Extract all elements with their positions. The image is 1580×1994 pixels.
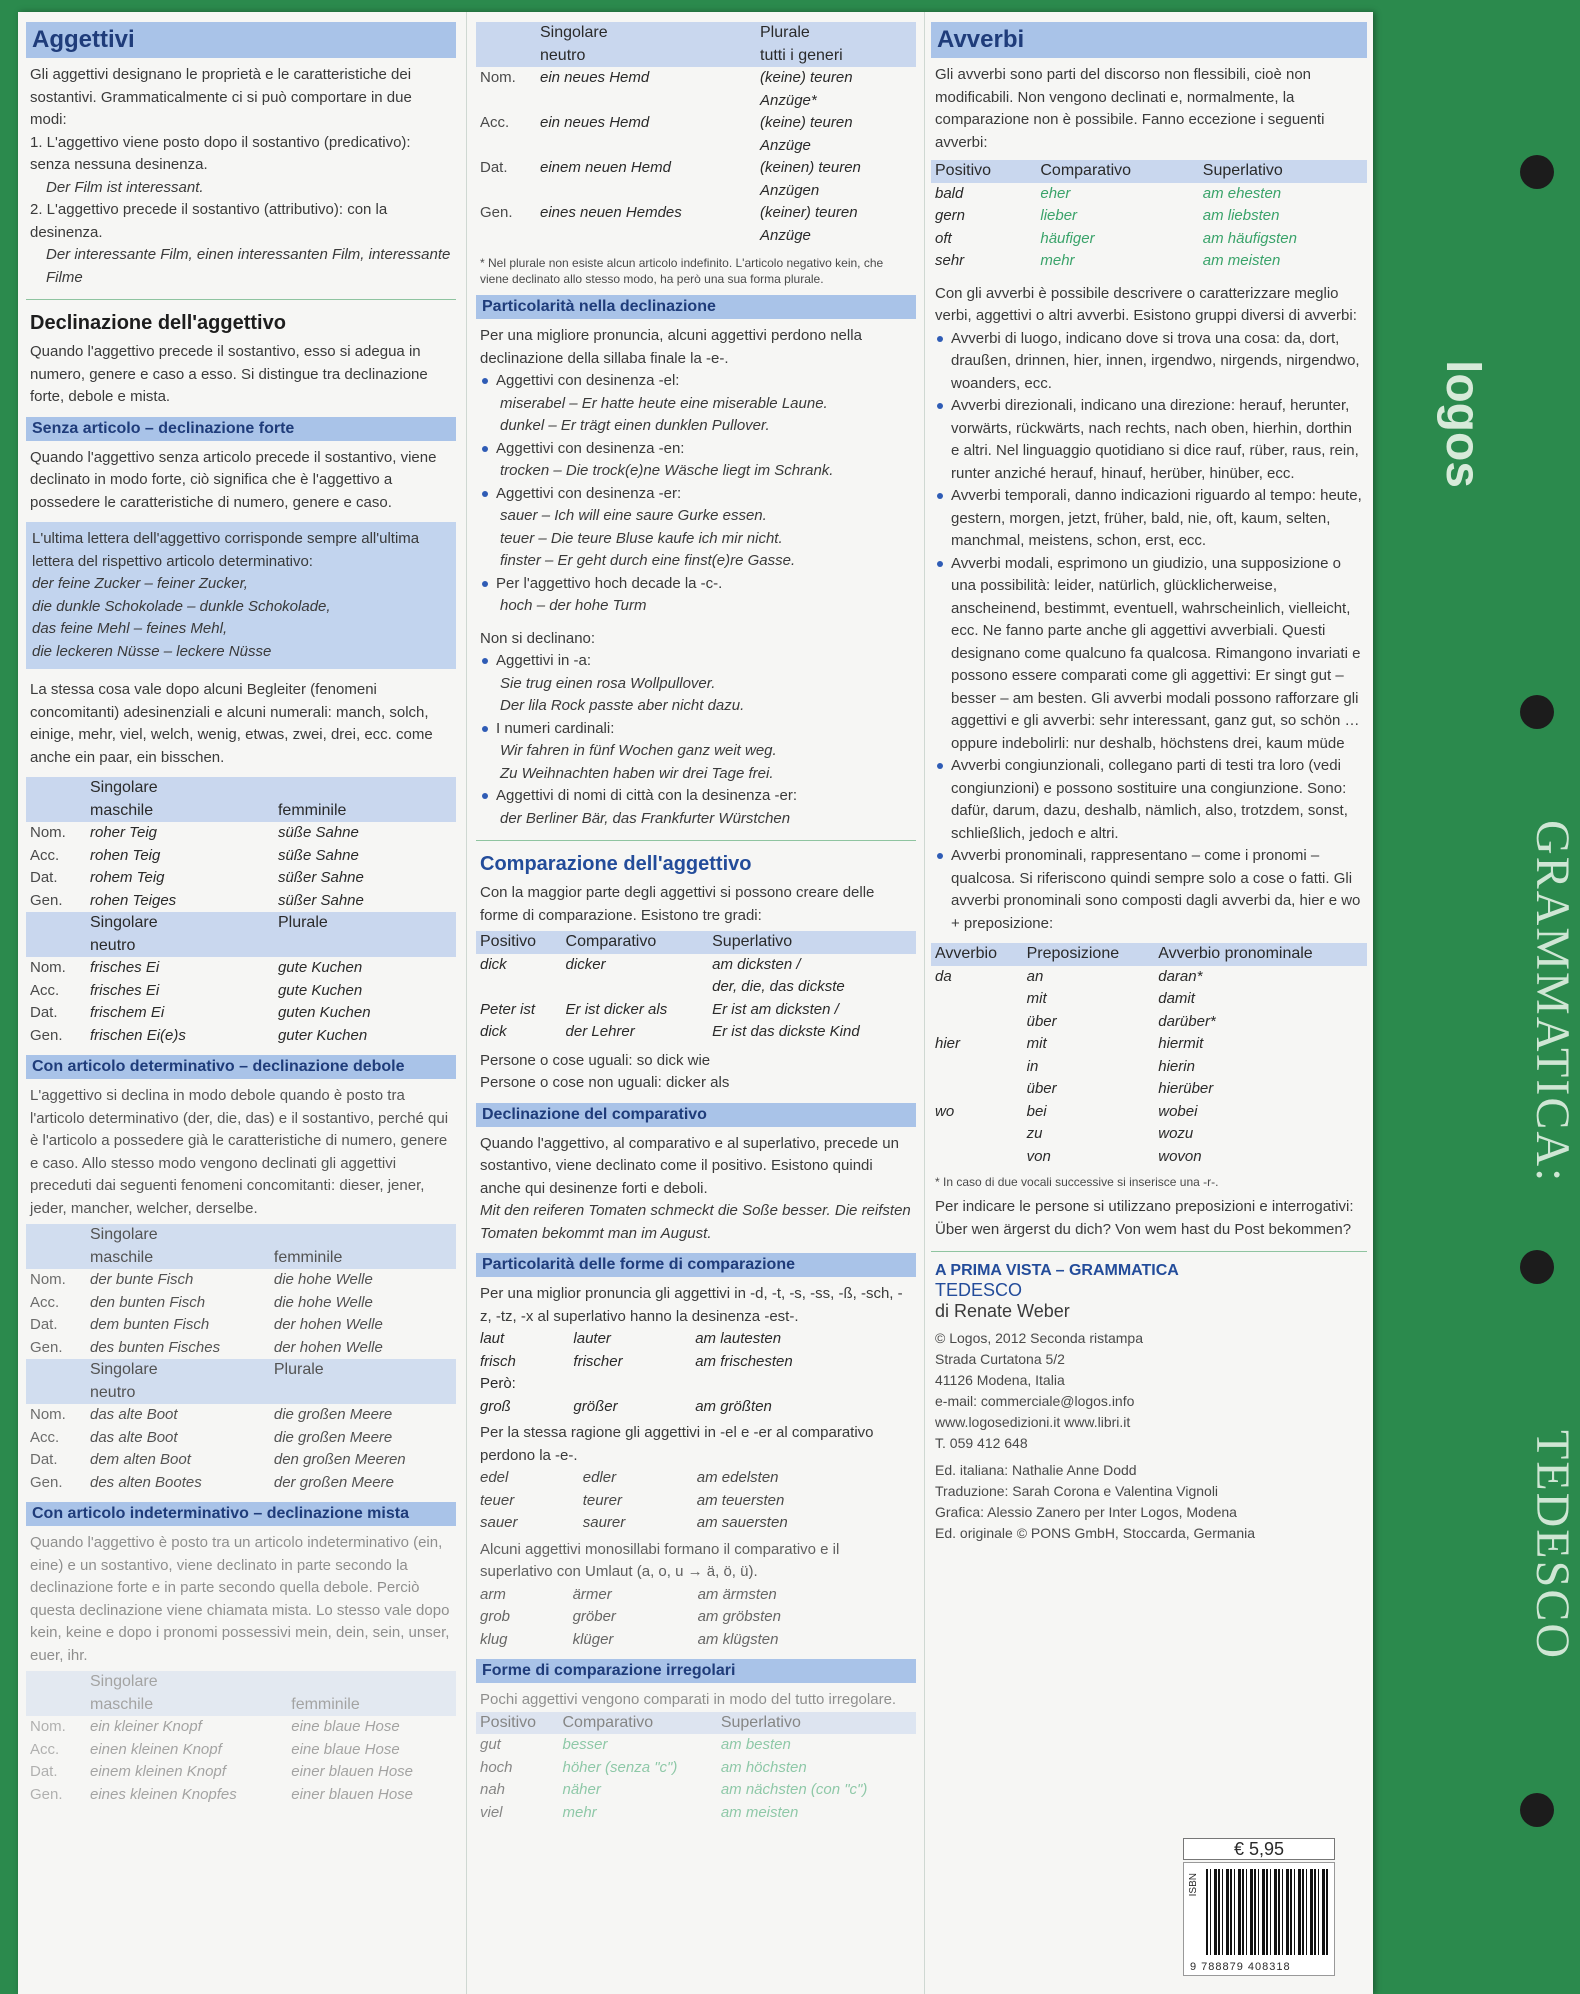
divider [931, 1251, 1367, 1252]
table-row: Nom. frisches Ei gute Kuchen [30, 959, 363, 976]
list-item: Aggettivi con desinenza -el: [480, 370, 912, 393]
example: Wir fahren in fünf Wochen ganz weit weg. [500, 742, 777, 759]
declinazione-comparativo-text: Quando l'aggettivo, al comparativo e al superlativo, precede un sostantivo, viene declinato come il positivo. Esistono quindi anche qui desinenze forti e deboli. [480, 1134, 899, 1197]
divider [476, 840, 916, 841]
table-row: über darüber* [1026, 1012, 1216, 1030]
declinazione-comparativo-example: Mit den reiferen Tomaten schmeckt die Soße besser. Die reifsten Tomaten bekommt man im August. [480, 1202, 911, 1242]
list-item-congiunzionali: Avverbi congiunzionali, collegano parti di testi tra loro (vedi congiunzioni) e possono sostituire una congiunzione. Sono: dafür, darum, dazu, deshalb, nämlich, also, trotzdem, sonst, schließlich, jedoch e altri. [935, 755, 1363, 845]
heading-particolarita-declinazione: Particolarità nella declinazione [476, 295, 916, 319]
irregolari-text: Pochi aggettivi vengono comparati in modo del tutto irregolare. [480, 1691, 897, 1708]
example: sauer – Ich will eine saure Gurke essen. [500, 507, 767, 524]
table-row: Acc. ein neues Hemd (keine) teuren [480, 114, 853, 131]
list-item: Per l'aggettivo hoch decade la -c-. [480, 573, 912, 596]
footnote: * In caso di due vocali successive si inserisce una -r-. [935, 1175, 1219, 1189]
binder-hole [1520, 155, 1554, 189]
table-row: Dat. frischem Ei guten Kuchen [30, 1004, 371, 1021]
list-item-direzionali: Avverbi direzionali, indicano una direzione: herauf, herunter, vorwärts, rückwärts, nach rechts, nach oben, hierhin, dorthin e altri. Nel linguaggio quotidiano si dice rauf, rüber, raus, rein, runter anziché herauf, hinauf, herüber, hinüber, ecc. [935, 395, 1363, 485]
binder-hole [1520, 1793, 1554, 1827]
table-row: frisch frischer am frischesten [480, 1352, 793, 1370]
table-row: oft häufiger am häufigsten [935, 229, 1297, 247]
comparazione-text: Con la maggior parte degli aggettivi si possono creare delle forme di comparazione. Esistono tre gradi: [480, 884, 875, 924]
umlaut-text: Alcuni aggettivi monosillabi formano il comparativo e il superlativo con Umlaut (a, o, u → ä, ö, ü). [480, 1540, 840, 1580]
uguali-text: Persone o cose uguali: so dick wie [480, 1051, 711, 1069]
table-row: sehr mehr am meisten [935, 252, 1281, 269]
table-row: der, die, das dickste [712, 978, 845, 995]
table-row: Nom. ein kleiner Knopf eine blaue Hose [30, 1718, 400, 1735]
barcode-bars [1206, 1869, 1330, 1955]
series-title: A PRIMA VISTA – GRAMMATICA [935, 1262, 1179, 1279]
table-row: gut besser am besten [480, 1736, 791, 1753]
table-row: über hierüber [1026, 1080, 1214, 1097]
list-item: Aggettivi con desinenza -en: [480, 438, 912, 461]
table-row: Acc. das alte Boot die großen Meere [30, 1428, 393, 1446]
non-si-declinano: Non si declinano: [480, 629, 596, 647]
heading-declinazione-comparativo: Declinazione del comparativo [476, 1103, 916, 1127]
price-tag: € 5,95 [1183, 1838, 1335, 1860]
table-header: femminile [274, 800, 456, 823]
table-row: edel edler am edelsten [480, 1469, 779, 1486]
table-row: Anzügen [760, 181, 820, 199]
example: Sie trug einen rosa Wollpullover. [500, 674, 716, 692]
language-title: TEDESCO [935, 1280, 1023, 1300]
table-row: Gen. rohen Teiges süßer Sahne [30, 891, 364, 909]
heading-particolarita-forme: Particolarità delle forme di comparazione [476, 1253, 916, 1277]
table-row: Peter ist Er ist dicker als Er ist am dicksten / [480, 1000, 839, 1018]
table-row: arm ärmer am ärmsten [480, 1585, 777, 1603]
table-header: Plurale [274, 912, 456, 935]
table-row: laut lauter am lautesten [480, 1330, 782, 1347]
non-declinabili-list [476, 650, 916, 830]
example: teuer – Die teure Bluse kaufe ich mir nicht. [500, 529, 783, 547]
example: Zu Weihnachten haben wir drei Tage frei. [500, 764, 774, 782]
rule-2-example: Der interessante Film, einen interessanten Film, interessante Filme [46, 246, 451, 286]
publisher-line: © Logos, 2012 Seconda ristampa [935, 1330, 1144, 1346]
declinazione-forte-text: Quando l'aggettivo senza articolo precede il sostantivo, viene declinato in modo forte, ciò significa che è l'aggettivo a possedere le caratteristiche di numero, genere e caso. [30, 448, 437, 511]
table-row: Nom. roher Teig süße Sahne [30, 824, 359, 841]
non-uguali-text: Persone o cose non uguali: dicker als [480, 1074, 730, 1091]
el-er-text: Per la stessa ragione gli aggettivi in -el e -er al comparativo perdono la -e-. [480, 1424, 874, 1464]
persone-text: Per indicare le persone si utilizzano preposizioni e interrogativi: Über wen ärgerst du dich? Von wem hast du Post bekommen? [935, 1198, 1354, 1238]
table-avverbi-pronominali: Avverbio Preposizione Avverbio pronominale da an daran* mit damit über darüber* hier mit hiermit in hierin über hierüber wo bei wobei zu wozu von wovon [931, 943, 1367, 1168]
particolarita-text: Per una migliore pronuncia, alcuni aggettivi perdono nella declinazione della sillaba finale la -e-. [480, 327, 862, 367]
table-row: gern lieber am liebsten [935, 207, 1280, 224]
table-row: wo bei wobei [935, 1102, 1198, 1120]
column-avverbi [931, 22, 1367, 1994]
barcode [1183, 1862, 1335, 1976]
section-title-avverbi: Avverbi [931, 22, 1367, 58]
table-row: da an daran* [935, 967, 1203, 985]
example: finster – Er geht durch eine finst(e)re Gasse. [500, 552, 796, 569]
table-row: viel mehr am meisten [480, 1803, 799, 1821]
rule-1-example: Der Film ist interessant. [46, 178, 204, 196]
table-row: groß größer am größten [480, 1397, 772, 1415]
heading-declinazione-debole: Con articolo determinativo – declinazione debole [26, 1055, 456, 1079]
author: di Renate Weber [935, 1301, 1070, 1321]
intro-text: Gli aggettivi designano le proprietà e le caratteristiche dei sostantivi. Grammaticalmente ci si può comportare in due modi: [30, 66, 412, 128]
table-row: mit damit [1026, 990, 1195, 1007]
rule-1: 1. L'aggettivo viene posto dopo il sostantivo (predicativo): senza nessuna desinenza. [30, 133, 411, 173]
column-aggettivi [26, 22, 456, 1994]
spine-title-tedesco: TEDESCO [1526, 1430, 1579, 1660]
table-row: bald eher am ehesten [935, 184, 1282, 202]
declinazione-debole-text: L'aggettivo si declina in modo debole quando è posto tra l'articolo determinativo (der, die, das) e il sostantivo, perché qui è l'articolo a possedere già le caratteristiche di numero, genere e caso. Allo stesso modo vengono declinati gli aggettivi preceduti dai seguenti fenomeni concomitanti: dieser, jener, jeder, mancher, welcher, derselbe. [30, 1087, 449, 1217]
heading-forme-irregolari: Forme di comparazione irregolari [476, 1659, 916, 1683]
list-item-pronominali: Avverbi pronominali, rappresentano – come i pronomi – qualcosa. Si riferiscono quindi sempre solo a cose o fatti. Gli avverbi pronominali sono composti dagli avverbi da, hier e wo + preposizione: [935, 845, 1363, 935]
table-row: Acc. frisches Ei gute Kuchen [30, 981, 363, 999]
table-debole: Singolare maschile femminile Nom. der bunte Fisch die hohe Welle Acc. den bunten Fisch die hohe Welle Dat. dem bunten Fisch der hohen Welle Gen. des bunten Fisches der hohen Welle Singolare Plurale neutro Nom. das alte Boot die großen Meere Acc. das alte Boot die großen Meere Dat. dem alten Boot den großen Meeren Gen. des alten Bootes der großen Meere [26, 1224, 456, 1494]
table-row: Dat. dem alten Boot den großen Meeren [30, 1451, 406, 1468]
colophon [931, 1262, 1367, 1544]
info-box-example: der feine Zucker – feiner Zucker, [32, 575, 248, 592]
table-row: Dat. rohem Teig süßer Sahne [30, 869, 364, 886]
list-item: Aggettivi in -a: [480, 650, 912, 673]
info-box [26, 522, 456, 669]
heading-declinazione-forte: Senza articolo – declinazione forte [26, 417, 456, 441]
table-row: Dat. einem neuen Hemd (keinen) teuren [480, 159, 861, 176]
table-header: neutro [86, 935, 274, 958]
table-row: Dat. einem kleinen Knopf einer blauen Hose [30, 1763, 414, 1780]
table-umlaut [476, 1584, 916, 1652]
publisher-phone: T. 059 412 648 [935, 1435, 1028, 1451]
table-row: Gen. des alten Bootes der großen Meere [30, 1473, 394, 1491]
table-row: grob gröber am gröbsten [480, 1608, 781, 1625]
table-row: hoch höher (senza "c") am höchsten [480, 1758, 807, 1776]
table-superlativo-est [476, 1328, 916, 1418]
list-item: Aggettivi con desinenza -er: [480, 483, 912, 506]
table-row: Acc. rohen Teig süße Sahne [30, 846, 359, 864]
publisher-line: 41126 Modena, Italia [935, 1372, 1065, 1388]
example: trocken – Die trock(e)ne Wäsche liegt im Schrank. [500, 462, 834, 479]
table-row: Nom. der bunte Fisch die hohe Welle [30, 1271, 373, 1288]
logos-logo: logos [1436, 360, 1489, 488]
table-row: teuer teurer am teuersten [480, 1491, 785, 1509]
table-comparazione: Positivo Comparativo Superlativo dick dicker am dicksten / der, die, das dickste Peter ist Er ist dicker als Er ist am dicksten / dick der Lehrer Er ist das dickste Kind [476, 931, 916, 1044]
credit-line: Traduzione: Sarah Corona e Valentina Vignoli [935, 1483, 1219, 1499]
table-row: zu wozu [1026, 1125, 1194, 1142]
info-box-example: die leckeren Nüsse – leckere Nüsse [32, 642, 272, 660]
footnote: * Nel plurale non esiste alcun articolo indefinito. L'articolo negativo kein, che viene declinato allo stesso modo, ha però una sua forma plurale. [480, 256, 884, 286]
heading-comparazione: Comparazione dell'aggettivo [480, 853, 752, 875]
list-item: I numeri cardinali: [480, 718, 912, 741]
particolarita-list [476, 370, 916, 618]
declinazione-mista-text: Quando l'aggettivo è posto tra un articolo indeterminativo (ein, eine) e un sostantivo, viene declinato in parte secondo la declinazione forte e in parte secondo quella debole. Perciò questa declinazione viene chiamata mista. Lo stesso vale dopo kein, keine e dopo i pronomi possessivi mein, dein, sein, unser, euer, ihr. [30, 1534, 450, 1664]
table-header: Singolare [86, 777, 274, 800]
table-row: Anzüge* [760, 91, 817, 109]
divider [26, 299, 456, 300]
table-row: dick dicker am dicksten / [480, 955, 801, 973]
table-avverbi-comparazione: Positivo Comparativo Superlativo bald eher am ehesten gern lieber am liebsten oft häufiger am häufigsten sehr mehr am meisten [931, 160, 1367, 273]
table-el-er [476, 1467, 916, 1535]
list-item-modali: Avverbi modali, esprimono un giudizio, una supposizione o una possibilità: leider, natürlich, glücklicherweise, anscheinend, bestimmt, eventuell, wahrscheinlich, vielleicht, ecc. Ne fanno parte anche gli aggettivi avverbiali. Questi designano come qualcuno fa qualcosa. Rimangono invariati e possono essere comparati come gli aggettivi: Er singt gut – besser – am besten. Gli avverbi modali possono rafforzare gli aggettivi e gli avverbi: sehr interessant, ganz gut, so schön … oppure indebolirli: nur deshalb, höchstens drei, kaum müde [935, 553, 1363, 756]
column-declinazione-comparazione [476, 22, 916, 1994]
heading-declinazione: Declinazione dell'aggettivo [30, 312, 286, 334]
table-row: Anzüge [760, 226, 811, 244]
table-row: in hierin [1026, 1057, 1195, 1075]
barcode-number: 9 788879 408318 [1190, 1961, 1291, 1973]
example: miserabel – Er hatte heute eine miserable Laune. [500, 394, 828, 412]
heading-declinazione-mista: Con articolo indeterminativo – declinazione mista [26, 1502, 456, 1526]
declinazione-text: Quando l'aggettivo precede il sostantivo, esso si adegua in numero, genere e caso a esso. Si distingue tra declinazione forte, debole e mista. [30, 343, 428, 405]
table-row: Dat. dem bunten Fisch der hohen Welle [30, 1316, 383, 1333]
publisher-websites: www.logosedizioni.it www.libri.it [935, 1414, 1131, 1430]
example: hoch – der hohe Turm [500, 597, 647, 614]
begleiter-text: La stessa cosa vale dopo alcuni Begleiter (fenomeni concomitanti) adesinenziali e alcuni numerali: manch, solch, einige, mehr, viel, welch, wenig, etwas, zwei, drei, ecc. come anche ein paar, ein bisschen. [30, 681, 433, 766]
table-row: Anzüge [760, 136, 811, 154]
list-item-luogo: Avverbi di luogo, indicano dove si trova una cosa: da, dort, draußen, drinnen, hier, innen, irgendwo, nirgends, nirgendwo, woanders, ecc. [935, 328, 1363, 396]
list-item-temporali: Avverbi temporali, danno indicazioni riguardo al tempo: heute, gestern, morgen, jetzt, früher, bald, nie, oft, kaum, selten, manchmal, meistens, schon, erst, ecc. [935, 485, 1363, 553]
table-row: hier mit hiermit [935, 1035, 1204, 1052]
table-forte-singolare [26, 777, 456, 1047]
particolarita-forme-text: Per una miglior pronuncia gli aggettivi in -d, -t, -s, -ss, -ß, -sch, -z, -tz, -x al superlativo hanno la desinenza -est-. [480, 1285, 903, 1325]
table-header: Singolare [86, 912, 274, 935]
table-row: Gen. eines neuen Hemdes (keiner) teuren [480, 204, 858, 221]
isbn-label: ISBN [1188, 1873, 1199, 1897]
rule-2: 2. L'aggettivo precede il sostantivo (attributivo): con la desinenza. [30, 201, 388, 241]
table-mista: Singolare maschile femminile Nom. ein kleiner Knopf eine blaue Hose Acc. einen kleinen Knopf eine blaue Hose Dat. einem kleinen Knopf einer blauen Hose Gen. eines kleinen Knopfes einer blauen Hose [26, 1671, 456, 1806]
table-row: Acc. den bunten Fisch die hohe Welle [30, 1293, 373, 1311]
column-divider [466, 12, 467, 1994]
table-mista-neutro-plurale: Singolare Plurale neutro tutti i generi Nom. ein neues Hemd (keine) teuren Anzüge* Acc. ein neues Hemd (keine) teuren Anzüge Dat. einem neuen Hemd (keinen) teuren Anzügen Gen. eines neuen Hemdes (keiner) teuren Anzüge [476, 22, 916, 247]
table-row: Gen. eines kleinen Knopfes einer blauen Hose [30, 1785, 414, 1803]
example: dunkel – Er trägt einen dunklen Pullover. [500, 417, 770, 434]
info-box-example: das feine Mehl – feines Mehl, [32, 620, 228, 637]
publisher-email: e-mail: commerciale@logos.info [935, 1393, 1135, 1409]
binder-hole [1520, 695, 1554, 729]
avverbi-intro: Gli avverbi sono parti del discorso non flessibili, cioè non modificabili. Non vengono declinati e, normalmente, la comparazione non è possibile. Fanno eccezione i seguenti avverbi: [935, 66, 1325, 151]
reference-sheet [18, 12, 1373, 1994]
example: der Berliner Bär, das Frankfurter Würstchen [500, 809, 791, 827]
list-item: Aggettivi di nomi di città con la desinenza -er: [480, 785, 912, 808]
table-header: maschile [86, 800, 274, 823]
info-box-example: die dunkle Schokolade – dunkle Schokolade, [32, 597, 331, 615]
credit-line: Ed. originale © PONS GmbH, Stoccarda, Germania [935, 1525, 1255, 1541]
spine-title-grammatica: GRAMMATICA: [1526, 820, 1579, 1184]
table-row: Nom. das alte Boot die großen Meere [30, 1406, 393, 1423]
table-row: Gen. des bunten Fisches der hohen Welle [30, 1338, 383, 1356]
table-irregolari: Positivo Comparativo Superlativo gut besser am besten hoch höher (senza "c") am höchsten nah näher am nächsten (con "c") viel mehr am meisten [476, 1712, 916, 1825]
column-divider [924, 12, 925, 1994]
credit-line: Grafica: Alessio Zanero per Inter Logos, Modena [935, 1504, 1237, 1520]
info-box-text: L'ultima lettera dell'aggettivo corrisponde sempre all'ultima lettera del rispettivo articolo determinativo: [32, 530, 420, 570]
table-row: Però: [480, 1375, 516, 1392]
table-row: Gen. frischen Ei(e)s guter Kuchen [30, 1026, 368, 1044]
publisher-line: Strada Curtatona 5/2 [935, 1351, 1065, 1367]
table-row: klug klüger am klügsten [480, 1630, 779, 1648]
table-row: sauer saurer am sauersten [480, 1514, 788, 1531]
avverbi-list [931, 328, 1367, 936]
avverbi-gruppi-text: Con gli avverbi è possibile descrivere o caratterizzare meglio verbi, aggettivi o altri avverbi. Esistono gruppi diversi di avverbi: [935, 284, 1357, 324]
credit-line: Ed. italiana: Nathalie Anne Dodd [935, 1462, 1137, 1478]
table-row: nah näher am nächsten (con "c") [480, 1781, 868, 1798]
example: Der lila Rock passte aber nicht dazu. [500, 697, 745, 714]
binder-hole [1520, 1250, 1554, 1284]
section-title-aggettivi: Aggettivi [26, 22, 456, 58]
table-row: Nom. ein neues Hemd (keine) teuren [480, 69, 853, 86]
table-row: dick der Lehrer Er ist das dickste Kind [480, 1023, 860, 1040]
table-row: Acc. einen kleinen Knopf eine blaue Hose [30, 1740, 400, 1758]
table-row: von wovon [1026, 1147, 1202, 1165]
